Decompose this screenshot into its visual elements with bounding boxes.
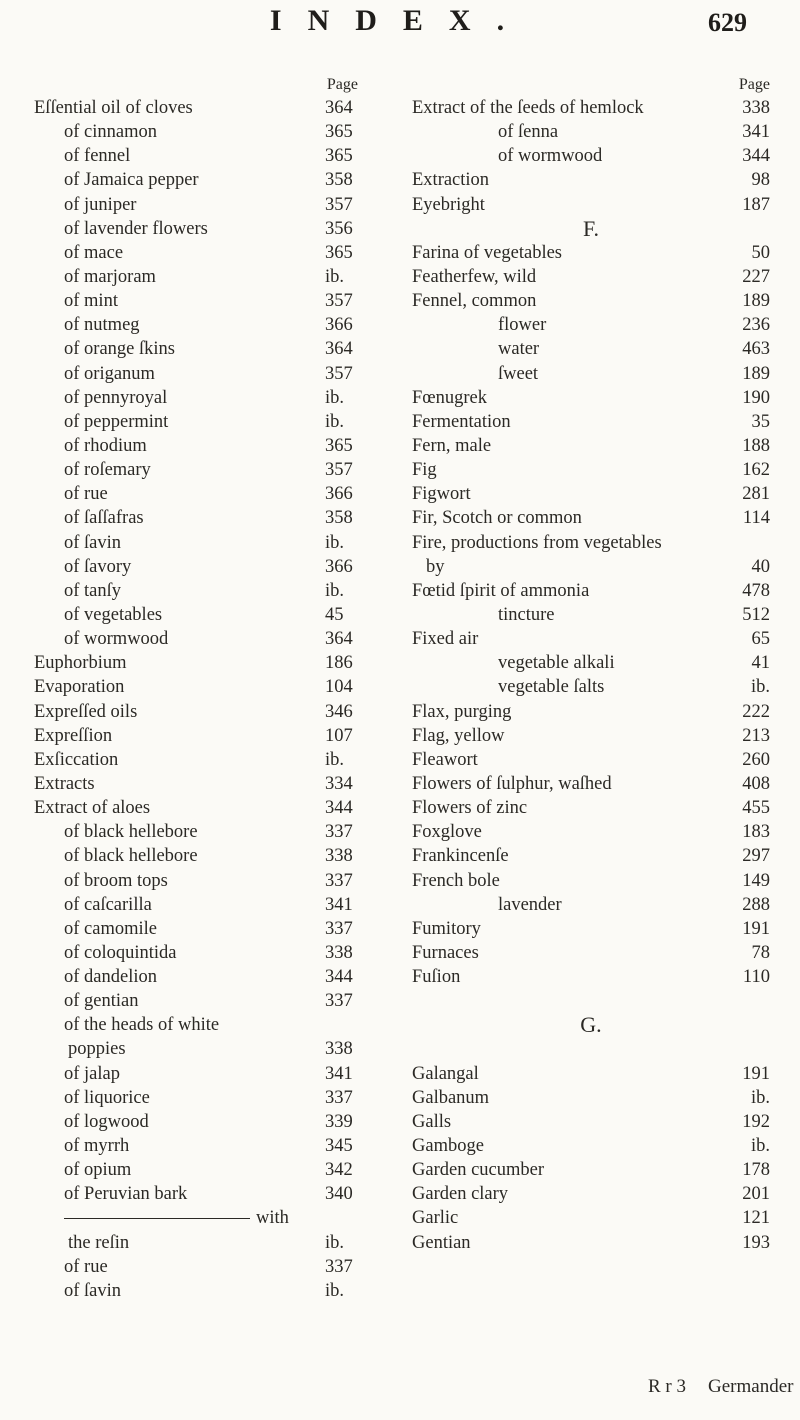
- index-entry-text: of origanum: [64, 363, 155, 384]
- index-entry-text: Fig: [412, 460, 437, 481]
- index-page-ref: ib.: [325, 387, 345, 408]
- index-page-ref: 364: [325, 98, 353, 118]
- index-page-ref: 110: [742, 967, 770, 988]
- index-page-ref: 357: [325, 460, 353, 481]
- index-page-ref: 337: [325, 822, 353, 843]
- index-entry-text: Garden clary: [412, 1184, 509, 1205]
- index-entry-row: [412, 1037, 770, 1061]
- index-page-ref: 357: [325, 291, 353, 312]
- index-entry-text: Galbanum: [412, 1087, 490, 1108]
- index-entry-row: [412, 289, 770, 313]
- index-entry-row: [34, 555, 384, 579]
- index-page-ref: 213: [742, 725, 770, 746]
- index-entry-text: Fœtid ſpirit of ammonia: [412, 580, 590, 601]
- index-entry-row: [412, 989, 770, 1013]
- index-entry-text: of mace: [64, 242, 124, 263]
- index-entry-text: Garlic: [412, 1208, 459, 1229]
- index-entry-row: [412, 651, 770, 675]
- index-entry-text: tincture: [498, 604, 555, 625]
- index-page-ref: ib.: [325, 749, 345, 770]
- index-entry-row: [34, 820, 384, 844]
- index-page-ref: 201: [742, 1184, 770, 1205]
- index-entry-text: of black hellebore: [64, 822, 198, 843]
- index-entry-row: [412, 386, 770, 410]
- index-entry-row: [34, 193, 384, 217]
- index-entry-text: ſweet: [498, 363, 539, 384]
- index-entry-text: Euphorbium: [34, 653, 127, 674]
- index-entry-row: [34, 989, 384, 1013]
- index-entry-row: [412, 531, 770, 555]
- index-entry-row: [412, 844, 770, 868]
- index-entry-text: of coloquintida: [64, 942, 177, 963]
- index-page-ref: 358: [325, 170, 353, 191]
- index-entry-text: of myrrh: [64, 1136, 130, 1157]
- index-entry-text: of rue: [64, 484, 108, 505]
- index-entry-row: [34, 1062, 384, 1086]
- index-entry-text: Eſſential oil of cloves: [34, 98, 193, 118]
- index-entry-row: [34, 748, 384, 772]
- index-entry-row: [34, 724, 384, 748]
- page-column-label: Page: [326, 76, 358, 93]
- index-page-ref: 339: [325, 1111, 353, 1132]
- index-entry-text: by: [426, 556, 445, 577]
- index-page-ref: 78: [751, 942, 770, 963]
- index-page-ref: 227: [742, 266, 770, 287]
- index-entry-row: [34, 337, 384, 361]
- index-page-ref: 121: [742, 1208, 770, 1229]
- index-page-ref: ib.: [325, 1232, 345, 1253]
- index-entry-row: [412, 675, 770, 699]
- index-entry-text: of juniper: [64, 194, 137, 215]
- index-entry-row: [34, 917, 384, 941]
- left-index-column: [34, 76, 384, 1303]
- index-entry-row: [412, 506, 770, 530]
- index-entry-text: poppies: [68, 1039, 126, 1060]
- index-page-ref: 260: [742, 749, 770, 770]
- index-page-ref: 341: [742, 122, 770, 143]
- index-page-ref: 281: [742, 484, 770, 505]
- index-page-ref: 408: [742, 773, 770, 794]
- index-entry-text: Garden cucumber: [412, 1160, 545, 1181]
- index-page-ref: 346: [325, 701, 353, 722]
- index-entry-text: of fennel: [64, 146, 131, 167]
- index-page-ref: 455: [742, 798, 770, 819]
- index-entry-row: [412, 458, 770, 482]
- index-entry-row: [34, 651, 384, 675]
- index-page-ref: 478: [742, 580, 770, 601]
- index-entry-text: Exſiccation: [34, 749, 119, 770]
- index-entry-text: Fixed air: [412, 629, 479, 650]
- index-page-ref: 41: [751, 653, 770, 674]
- index-page-ref: 358: [325, 508, 353, 529]
- index-entry-text: lavender: [498, 894, 562, 915]
- right-index-column: [412, 76, 770, 1255]
- index-entry-row: [34, 1182, 384, 1206]
- index-page-ref: 463: [742, 339, 770, 360]
- index-entry-text: of marjoram: [64, 266, 156, 287]
- index-entry-text: of peppermint: [64, 411, 169, 432]
- index-entry-row: [412, 579, 770, 603]
- index-entry-text: of broom tops: [64, 870, 168, 891]
- index-page-ref: 365: [325, 146, 353, 167]
- index-entry-row: [412, 1013, 770, 1037]
- index-entry-text: Flax, purging: [412, 701, 512, 722]
- index-entry-text: of lavender flowers: [64, 218, 208, 239]
- index-entry-text: of ſavin: [64, 532, 122, 553]
- index-entry-row: [34, 265, 384, 289]
- index-entry-text: of mint: [64, 291, 118, 312]
- index-page-ref: 297: [742, 846, 770, 867]
- index-entry-row: [34, 844, 384, 868]
- index-page-ref: 357: [325, 363, 353, 384]
- index-entry-text: Galangal: [412, 1063, 479, 1084]
- index-entry-text: Extract of aloes: [34, 798, 151, 819]
- index-page-ref: 344: [325, 798, 353, 819]
- index-page-ref: 366: [325, 315, 353, 336]
- index-entry-row: [412, 1086, 770, 1110]
- index-page-ref: 512: [742, 604, 770, 625]
- index-page-ref: 114: [742, 508, 770, 529]
- index-entry-text: Fire, productions from vegetables: [412, 532, 662, 553]
- index-entry-text: Galls: [412, 1111, 452, 1132]
- index-entry-row: [34, 603, 384, 627]
- index-entry-text: of gentian: [64, 991, 139, 1012]
- index-entry-row: [412, 313, 770, 337]
- index-entry-row: [412, 482, 770, 506]
- index-entry-text: of liquorice: [64, 1087, 150, 1108]
- index-page-ref: 365: [325, 435, 353, 456]
- index-entry-row: [412, 603, 770, 627]
- index-entry-text: Flowers of zinc: [412, 798, 528, 819]
- index-page-ref: 35: [751, 411, 770, 432]
- index-entry-row: [34, 700, 384, 724]
- index-entry-text: Foxglove: [412, 822, 482, 843]
- index-entry-text: of logwood: [64, 1111, 149, 1132]
- index-page-ref: ib.: [325, 411, 345, 432]
- index-entry-text: Gentian: [412, 1232, 471, 1253]
- index-entry-text: of orange ſkins: [64, 339, 175, 360]
- index-entry-text: Flag, yellow: [412, 725, 505, 746]
- index-entry-row: [34, 506, 384, 530]
- ditto-rule: [64, 1218, 250, 1219]
- index-page-ref: 337: [325, 991, 353, 1012]
- index-entry-row: [412, 96, 770, 120]
- index-page-ref: 98: [751, 170, 770, 191]
- index-page-ref: 149: [742, 870, 770, 891]
- index-entry-row: [34, 1013, 384, 1037]
- index-entry-row: [34, 1158, 384, 1182]
- index-page-ref: 357: [325, 194, 353, 215]
- index-entry-row: [34, 869, 384, 893]
- index-entry-row: [34, 1086, 384, 1110]
- index-entry-row: [412, 700, 770, 724]
- index-entry-row: [412, 193, 770, 217]
- index-entry-row: [34, 1231, 384, 1255]
- index-page-ref: ib.: [325, 1280, 345, 1301]
- index-entry-row: [412, 724, 770, 748]
- index-page-ref: 344: [325, 967, 353, 988]
- index-entry-row: [34, 675, 384, 699]
- index-entry-text: of nutmeg: [64, 315, 140, 336]
- index-entry-text: vegetable ſalts: [498, 677, 605, 698]
- index-entry-row: [34, 458, 384, 482]
- index-page-ref: 364: [325, 339, 353, 360]
- index-page-ref: 365: [325, 122, 353, 143]
- catchword: Germander: [708, 1376, 794, 1397]
- index-page-ref: ib.: [750, 677, 770, 698]
- index-entry-row: [34, 1110, 384, 1134]
- index-entry-row: [412, 1231, 770, 1255]
- index-entry-row: [412, 627, 770, 651]
- index-entry-text: of ſavory: [64, 556, 132, 577]
- index-entry-text: Frankincenſe: [412, 846, 509, 867]
- index-entry-text: vegetable alkali: [498, 653, 615, 674]
- index-page-ref: 45: [325, 604, 344, 625]
- index-entry-text: Eyebright: [412, 194, 485, 215]
- index-entry-row: [34, 289, 384, 313]
- page-column-label: Page: [738, 76, 770, 93]
- index-page-ref: 341: [325, 1063, 353, 1084]
- index-entry-row: [34, 1134, 384, 1158]
- index-entry-row: [34, 965, 384, 989]
- index-entry-text: water: [498, 339, 540, 360]
- index-entry-row: [34, 217, 384, 241]
- index-entry-text: Figwort: [412, 484, 471, 505]
- index-entry-text: of wormwood: [498, 146, 603, 167]
- index-entry-text: Fleawort: [412, 749, 478, 770]
- index-entry-text: Fumitory: [412, 918, 481, 939]
- index-entry-text: Featherfew, wild: [412, 266, 537, 287]
- index-entry-row: [412, 893, 770, 917]
- index-page-ref: ib.: [750, 1087, 770, 1108]
- index-entry-row: [34, 1037, 384, 1061]
- index-entry-text: Expreſſed oils: [34, 701, 138, 722]
- index-entry-row: [412, 1182, 770, 1206]
- section-letter-heading: G.: [580, 1012, 602, 1038]
- index-entry-text: with: [256, 1208, 289, 1229]
- index-entry-text: of black hellebore: [64, 846, 198, 867]
- index-page-ref: 366: [325, 556, 353, 577]
- index-page-ref: 191: [742, 1063, 770, 1084]
- index-entry-row: [34, 796, 384, 820]
- index-page-ref: 364: [325, 629, 353, 650]
- index-entry-text: of Peruvian bark: [64, 1184, 188, 1205]
- index-page-ref: 236: [742, 315, 770, 336]
- index-entry-row: [412, 217, 770, 241]
- index-entry-text: of Jamaica pepper: [64, 170, 199, 191]
- index-page-ref: ib.: [325, 532, 345, 553]
- index-page-ref: 356: [325, 218, 353, 239]
- index-page-ref: 344: [742, 146, 770, 167]
- index-entry-text: of rue: [64, 1256, 108, 1277]
- index-entry-row: [34, 893, 384, 917]
- index-entry-row: [34, 434, 384, 458]
- index-entry-row: [34, 482, 384, 506]
- index-entry-row: [412, 1110, 770, 1134]
- index-entry-row: [34, 96, 384, 120]
- index-page-ref: 337: [325, 870, 353, 891]
- index-page-ref: 183: [742, 822, 770, 843]
- index-entry-row: [412, 1062, 770, 1086]
- index-page-ref: 187: [742, 194, 770, 215]
- index-entry-row: [412, 144, 770, 168]
- signature-mark: R r 3: [648, 1376, 686, 1397]
- index-entry-row: [412, 869, 770, 893]
- index-entry-row: [412, 362, 770, 386]
- index-page-ref: 338: [742, 98, 770, 118]
- index-entry-row: [34, 941, 384, 965]
- index-entry-row: [34, 579, 384, 603]
- index-entry-row: [412, 168, 770, 192]
- index-page-ref: 188: [742, 435, 770, 456]
- index-page-ref: 50: [751, 242, 770, 263]
- index-entry-row: [412, 410, 770, 434]
- index-entry-text: of ſenna: [498, 122, 559, 143]
- index-entry-row: [34, 627, 384, 651]
- index-page-ref: 191: [742, 918, 770, 939]
- index-page-ref: 338: [325, 846, 353, 867]
- index-page-ref: 337: [325, 1087, 353, 1108]
- index-entry-text: of tanſy: [64, 580, 122, 601]
- index-page-ref: ib.: [325, 266, 345, 287]
- index-entry-row: [412, 748, 770, 772]
- index-page-ref: ib.: [325, 580, 345, 601]
- index-page-ref: 341: [325, 894, 353, 915]
- index-entry-row: [34, 410, 384, 434]
- index-entry-text: Fir, Scotch or common: [412, 508, 582, 529]
- index-page-ref: 162: [742, 460, 770, 481]
- index-entry-text: of dandelion: [64, 967, 157, 988]
- index-page-ref: 40: [751, 556, 770, 577]
- index-entry-text: of vegetables: [64, 604, 163, 625]
- index-entry-text: of ſavin: [64, 1280, 122, 1301]
- index-entry-row: [412, 241, 770, 265]
- index-entry-text: Flowers of ſulphur, waſhed: [412, 773, 612, 794]
- index-entry-text: of caſcarilla: [64, 894, 152, 915]
- index-entry-text: of ſaſſafras: [64, 508, 144, 529]
- index-page-ref: 338: [325, 942, 353, 963]
- index-page-ref: 189: [742, 291, 770, 312]
- index-entry-text: Fermentation: [412, 411, 511, 432]
- index-entry-text: Furnaces: [412, 942, 479, 963]
- index-page-ref: 345: [325, 1136, 353, 1157]
- index-entry-text: of pennyroyal: [64, 387, 168, 408]
- index-entry-row: [34, 313, 384, 337]
- index-entry-row: [412, 337, 770, 361]
- index-entry-text: Fuſion: [412, 967, 461, 988]
- index-entry-row: [412, 1158, 770, 1182]
- index-entry-text: of roſemary: [64, 460, 151, 481]
- index-entry-row: [34, 241, 384, 265]
- index-entry-text: flower: [498, 315, 547, 336]
- index-entry-row: [412, 941, 770, 965]
- index-entry-text: Fœnugrek: [412, 387, 488, 408]
- index-entry-row: [412, 1134, 770, 1158]
- index-entry-text: Fennel, common: [412, 291, 537, 312]
- index-entry-text: of cinnamon: [64, 122, 157, 143]
- index-entry-text: Extraction: [412, 170, 490, 191]
- index-entry-text: Evaporation: [34, 677, 125, 698]
- index-entry-text: French bole: [412, 870, 500, 891]
- index-page-ref: ib.: [750, 1136, 770, 1157]
- index-entry-row: [412, 120, 770, 144]
- index-page-ref: 193: [742, 1232, 770, 1253]
- index-page-ref: 365: [325, 242, 353, 263]
- index-page-ref: 65: [751, 629, 770, 650]
- index-page-ref: 366: [325, 484, 353, 505]
- index-entry-text: Expreſſion: [34, 725, 113, 746]
- index-entry-text: of opium: [64, 1160, 132, 1181]
- index-entry-row: [34, 120, 384, 144]
- page-number: 629: [708, 8, 747, 37]
- index-page-ref: 340: [325, 1184, 353, 1205]
- section-letter-heading: F.: [583, 215, 599, 241]
- index-page-ref: 186: [325, 653, 353, 674]
- index-entry-row: [34, 386, 384, 410]
- index-entry-text: of jalap: [64, 1063, 120, 1084]
- index-page-ref: 107: [325, 725, 353, 746]
- index-entry-row: [412, 1206, 770, 1230]
- index-page-ref: 189: [742, 363, 770, 384]
- index-page-ref: 337: [325, 918, 353, 939]
- index-entry-row: [34, 1206, 384, 1230]
- index-entry-row: [412, 796, 770, 820]
- index-entry-row: [412, 555, 770, 579]
- index-entry-row: [412, 965, 770, 989]
- index-entry-text: Fern, male: [412, 435, 492, 456]
- index-entry-text: Gamboge: [412, 1136, 484, 1157]
- index-entry-row: [34, 1255, 384, 1279]
- index-entry-row: [34, 1279, 384, 1303]
- index-entry-row: [412, 265, 770, 289]
- index-entry-text: Extract of the ſeeds of hemlock: [412, 98, 644, 118]
- index-entry-row: [412, 820, 770, 844]
- index-page-ref: 337: [325, 1256, 353, 1277]
- index-page-ref: 222: [742, 701, 770, 722]
- index-page-ref: 334: [325, 773, 353, 794]
- index-page-ref: 338: [325, 1039, 353, 1060]
- index-entry-row: [412, 434, 770, 458]
- index-entry-text: the reſin: [68, 1232, 130, 1253]
- index-entry-row: [412, 772, 770, 796]
- index-entry-text: of camomile: [64, 918, 157, 939]
- index-page-ref: 190: [742, 387, 770, 408]
- index-entry-row: [34, 168, 384, 192]
- index-entry-text: Farina of vegetables: [412, 242, 562, 263]
- index-entry-text: of wormwood: [64, 629, 169, 650]
- page-title: INDEX.: [269, 4, 531, 37]
- index-page-ref: 288: [742, 894, 770, 915]
- index-page-ref: 104: [325, 677, 353, 698]
- index-page-ref: 178: [742, 1160, 770, 1181]
- index-entry-row: [34, 362, 384, 386]
- index-entry-text: Extracts: [34, 773, 95, 794]
- index-entry-text: of rhodium: [64, 435, 147, 456]
- index-entry-text: of the heads of white: [64, 1015, 220, 1036]
- index-entry-row: [412, 917, 770, 941]
- index-entry-row: [34, 531, 384, 555]
- index-page-ref: 192: [742, 1111, 770, 1132]
- index-entry-row: [34, 144, 384, 168]
- index-page-ref: 342: [325, 1160, 353, 1181]
- index-entry-row: [34, 772, 384, 796]
